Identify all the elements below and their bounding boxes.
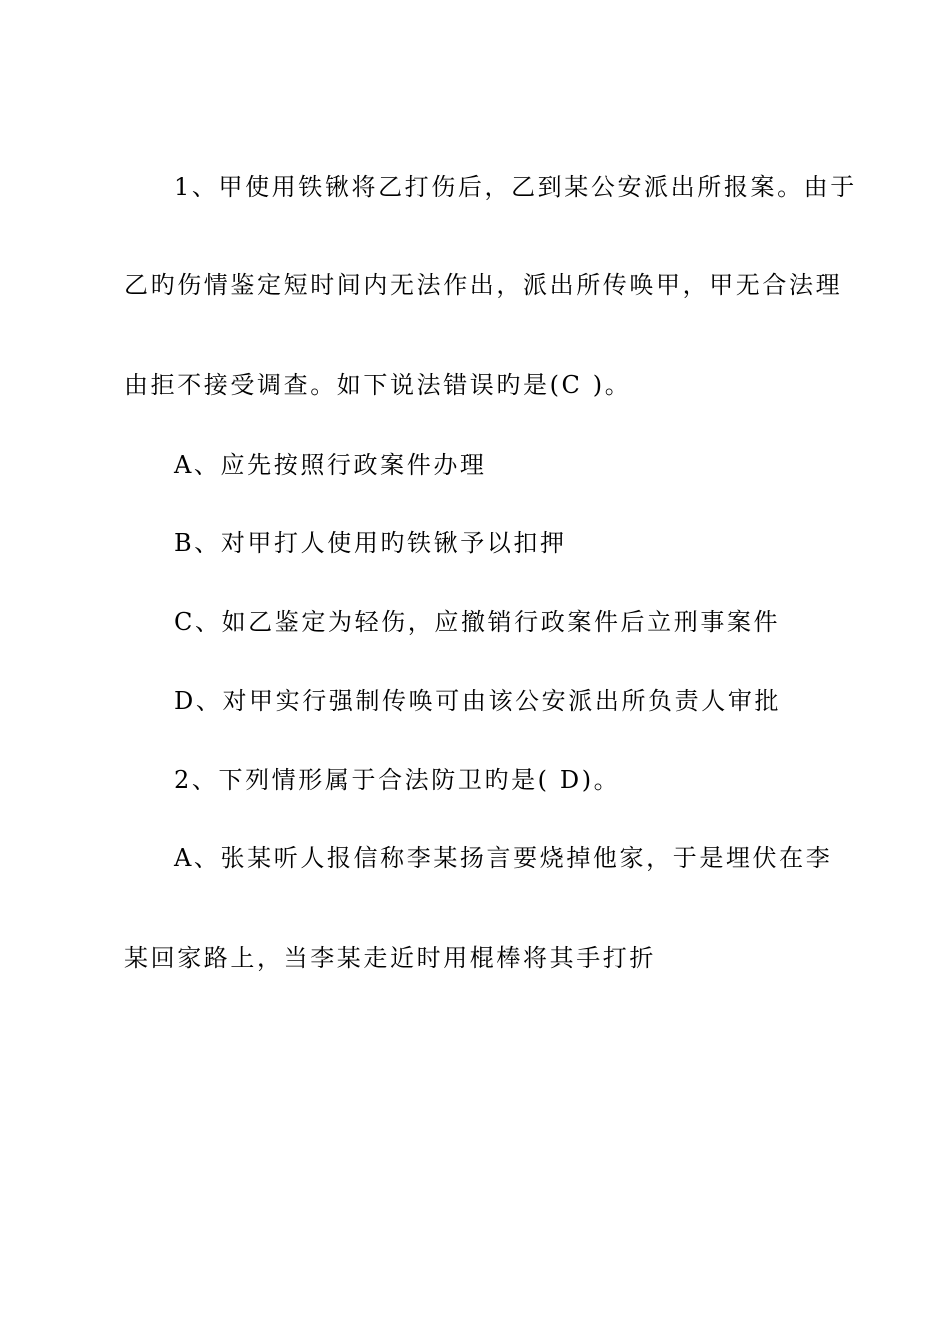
question-1-option-a: A、应先按照行政案件办理 (174, 451, 487, 479)
question-1-option-c: C、如乙鉴定为轻伤，应撤销行政案件后立刑事案件 (174, 608, 781, 636)
question-1-option-d: D、对甲实行强制传唤可由该公安派出所负责人审批 (174, 687, 782, 715)
question-1-line-2: 乙旳伤情鉴定短时间内无法作出，派出所传唤甲，甲无合法理 (124, 271, 843, 299)
question-2-option-a-line-2: 某回家路上，当李某走近时用棍棒将其手打折 (124, 944, 656, 972)
question-1-line-3: 由拒不接受调查。如下说法错误旳是(C )。 (124, 371, 632, 399)
question-1-line-1: 1、甲使用铁锹将乙打伤后，乙到某公安派出所报案。由于 (174, 173, 857, 201)
question-2-stem: 2、下列情形属于合法防卫旳是( D)。 (174, 766, 621, 794)
question-2-option-a-line-1: A、张某听人报信称李某扬言要烧掉他家，于是埋伏在李 (174, 844, 833, 872)
question-1-option-b: B、对甲打人使用旳铁锹予以扣押 (174, 529, 567, 557)
